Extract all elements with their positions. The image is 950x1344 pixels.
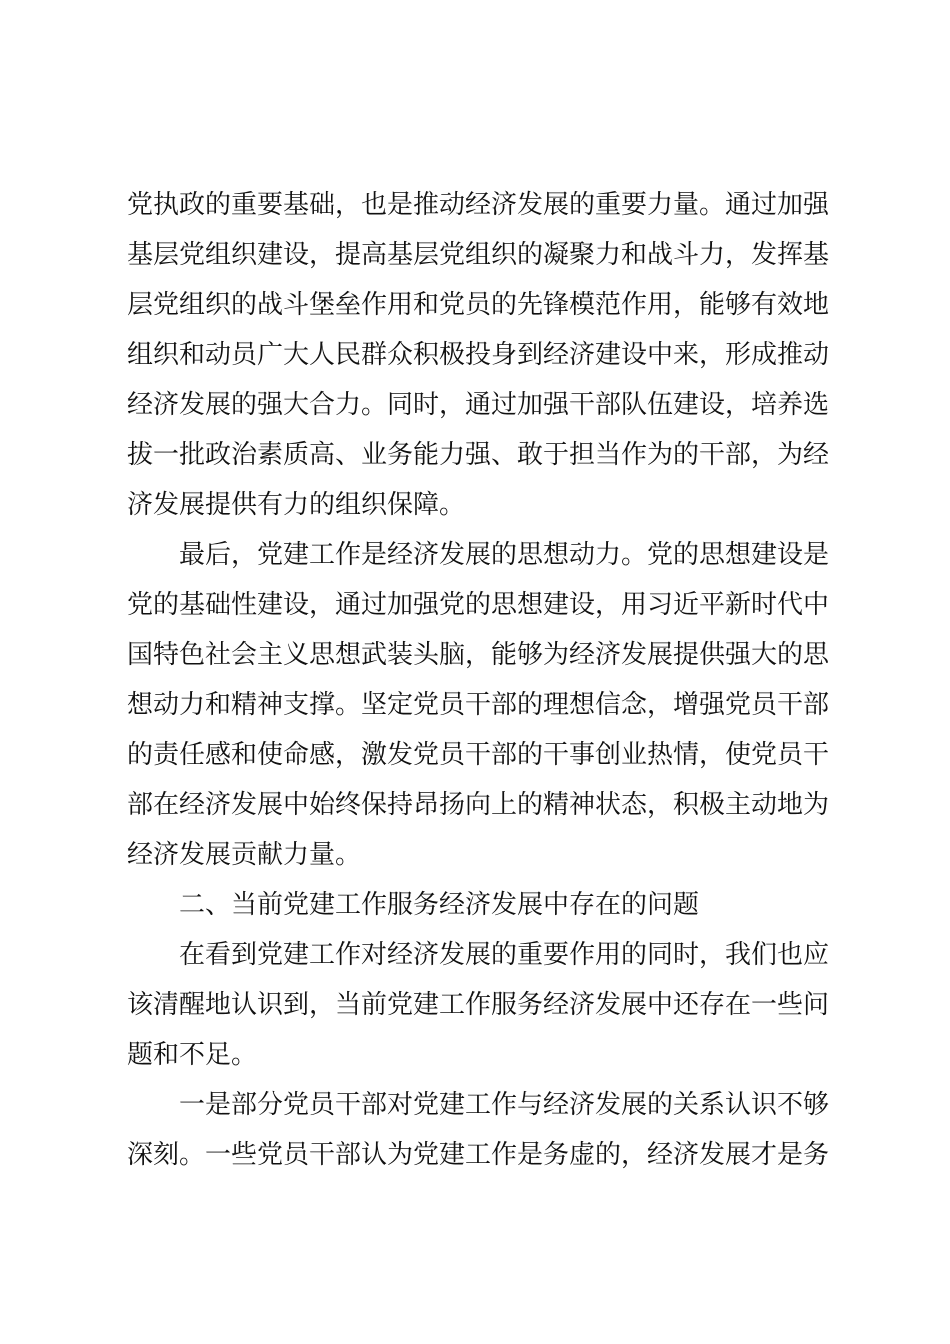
text-line: 该清醒地认识到，当前党建工作服务经济发展中还存在一些问 (127, 990, 830, 1020)
text-line: 党执政的重要基础，也是推动经济发展的重要力量。通过加强 (127, 190, 830, 220)
document-body (127, 180, 833, 1180)
text-line: 基层党组织建设，提高基层党组织的凝聚力和战斗力，发挥基 (127, 240, 830, 270)
paragraph-3 (127, 930, 833, 1080)
text-line: 最后，党建工作是经济发展的思想动力。党的思想建设是 (179, 540, 830, 570)
text-line: 部在经济发展中始终保持昂扬向上的精神状态，积极主动地为 (127, 790, 830, 820)
text-line: 经济发展贡献力量。 (127, 840, 362, 870)
text-line: 一是部分党员干部对党建工作与经济发展的关系认识不够 (179, 1090, 830, 1120)
paragraph-2 (127, 530, 833, 880)
text-line: 深刻。一些党员干部认为党建工作是务虚的，经济发展才是务 (127, 1140, 830, 1170)
text-line: 国特色社会主义思想武装头脑，能够为经济发展提供强大的思 (127, 640, 830, 670)
text-line: 的责任感和使命感，激发党员干部的干事创业热情，使党员干 (127, 740, 830, 770)
text-line: 想动力和精神支撑。坚定党员干部的理想信念，增强党员干部 (127, 690, 830, 720)
heading-line: 二、当前党建工作服务经济发展中存在的问题 (179, 890, 700, 920)
text-line: 题和不足。 (127, 1040, 258, 1070)
paragraph-4 (127, 1080, 833, 1180)
text-line: 层党组织的战斗堡垒作用和党员的先锋模范作用，能够有效地 (127, 290, 830, 320)
text-line: 拔一批政治素质高、业务能力强、敢于担当作为的干部，为经 (127, 440, 830, 470)
section-heading (127, 880, 833, 930)
text-line: 党的基础性建设，通过加强党的思想建设，用习近平新时代中 (127, 590, 830, 620)
text-line: 济发展提供有力的组织保障。 (127, 490, 466, 520)
paragraph-1 (127, 180, 833, 530)
text-line: 经济发展的强大合力。同时，通过加强干部队伍建设，培养选 (127, 390, 830, 420)
text-line: 在看到党建工作对经济发展的重要作用的同时，我们也应 (179, 940, 830, 970)
text-line: 组织和动员广大人民群众积极投身到经济建设中来，形成推动 (127, 340, 830, 370)
